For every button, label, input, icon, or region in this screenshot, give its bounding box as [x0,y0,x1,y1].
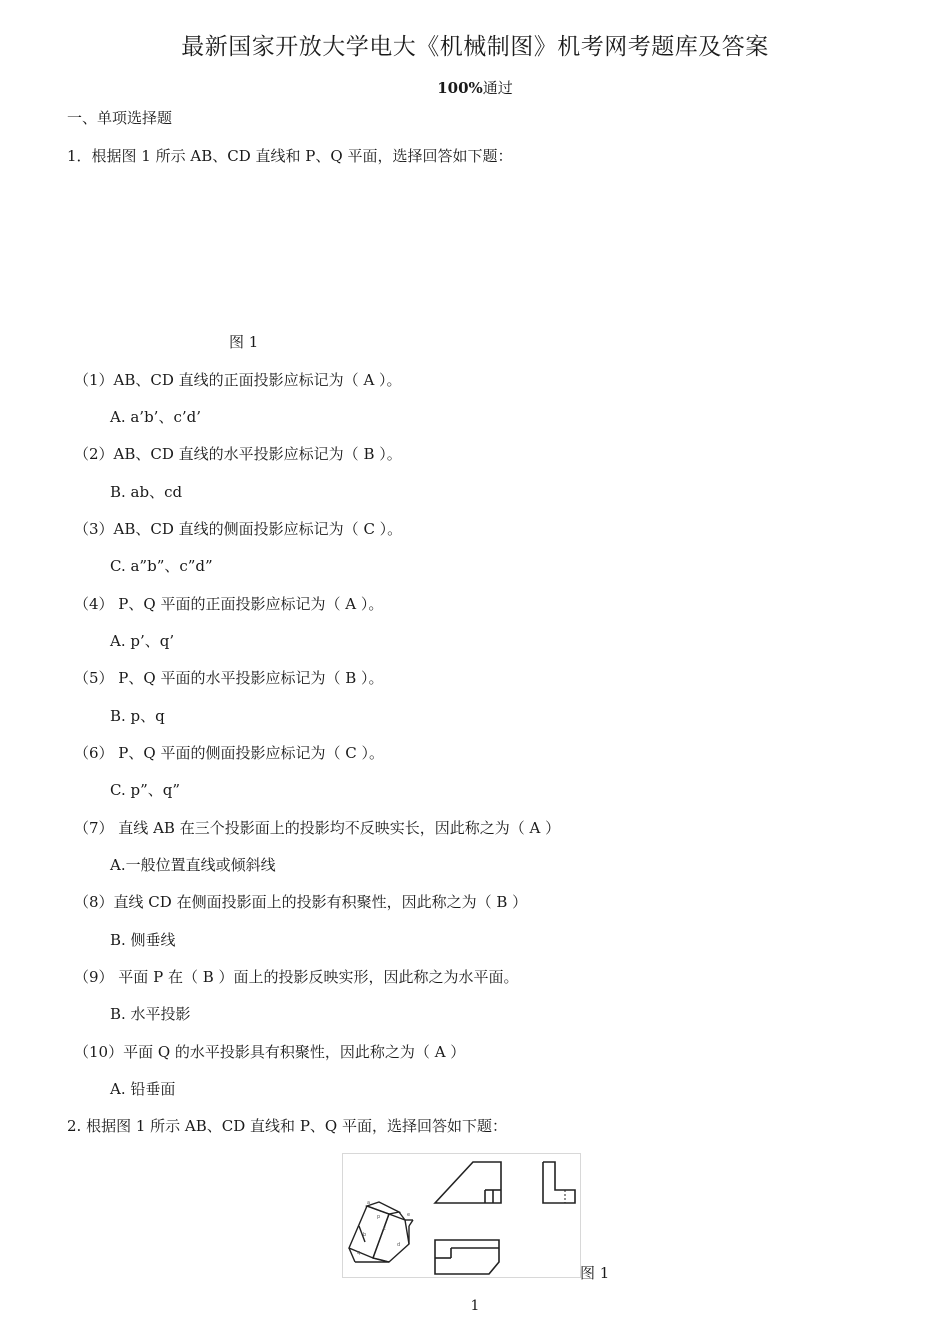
question-item: （4） P、Q 平面的正面投影应标记为（ A ）。 [74,595,384,613]
svg-text:b: b [363,1232,367,1238]
svg-text:p: p [377,1214,381,1220]
question-1-intro: 1．根据图 1 所示 AB、CD 直线和 P、Q 平面，选择回答如下题： [67,147,513,165]
question-2-intro: 2. 根据图 1 所示 AB、CD 直线和 P、Q 平面，选择回答如下题： [67,1117,507,1135]
answer-item: B. 侧垂线 [110,931,176,949]
question-item: （7） 直线 AB 在三个投影面上的投影均不反映实长，因此称之为（ A ） [74,819,561,837]
top-view [435,1240,499,1274]
section-heading: 一、单项选择题 [67,109,173,127]
front-view [435,1162,501,1203]
subtitle-text: 通过 [482,79,513,97]
answer-item: C. p”、q” [110,781,181,799]
answer-item: A.一般位置直线或倾斜线 [110,856,276,874]
answer-item: C. a”b”、c”d” [110,557,213,575]
projection-figure [342,1153,581,1278]
question-item: （8）直线 CD 在侧面投影面上的投影有积聚性，因此称之为（ B ） [74,893,528,911]
question-item: （2）AB、CD 直线的水平投影应标记为（ B ）。 [74,445,402,463]
document-title: 最新国家开放大学电大《机械制图》机考网考题库及答案 [181,34,769,60]
question-item: （1）AB、CD 直线的正面投影应标记为（ A ）。 [74,371,402,389]
subtitle-percent: 100% [437,79,483,97]
side-view [543,1162,575,1203]
answer-item: B. 水平投影 [110,1005,191,1023]
question-item: （9） 平面 P 在（ B ）面上的投影反映实形，因此称之为水平面。 [74,968,519,986]
svg-text:e: e [407,1212,411,1218]
answer-item: A. p’、q’ [110,632,175,650]
question-item: （10）平面 Q 的水平投影具有积聚性，因此称之为（ A ） [74,1043,466,1061]
question-item: （5） P、Q 平面的水平投影应标记为（ B ）。 [74,669,384,687]
question-item: （3）AB、CD 直线的侧面投影应标记为（ C ）。 [74,520,403,538]
answer-item: B. ab、cd [110,483,183,501]
page-number: 1 [470,1298,480,1314]
svg-text:q: q [357,1250,361,1256]
question-item: （6） P、Q 平面的侧面投影应标记为（ C ）。 [74,744,384,762]
answer-item: B. p、q [110,707,165,725]
answer-item: A. a’b’、c’d’ [110,408,201,426]
svg-text:d: d [397,1242,401,1248]
isometric-labels [357,1200,410,1256]
figure-2-caption: 图 1 [580,1264,610,1282]
projection-drawing [343,1154,580,1277]
answer-item: A. 铅垂面 [110,1080,176,1098]
document-subtitle [0,77,950,98]
svg-text:a: a [367,1200,371,1206]
figure-1-caption: 图 1 [229,333,259,351]
svg-text:c: c [383,1226,386,1232]
